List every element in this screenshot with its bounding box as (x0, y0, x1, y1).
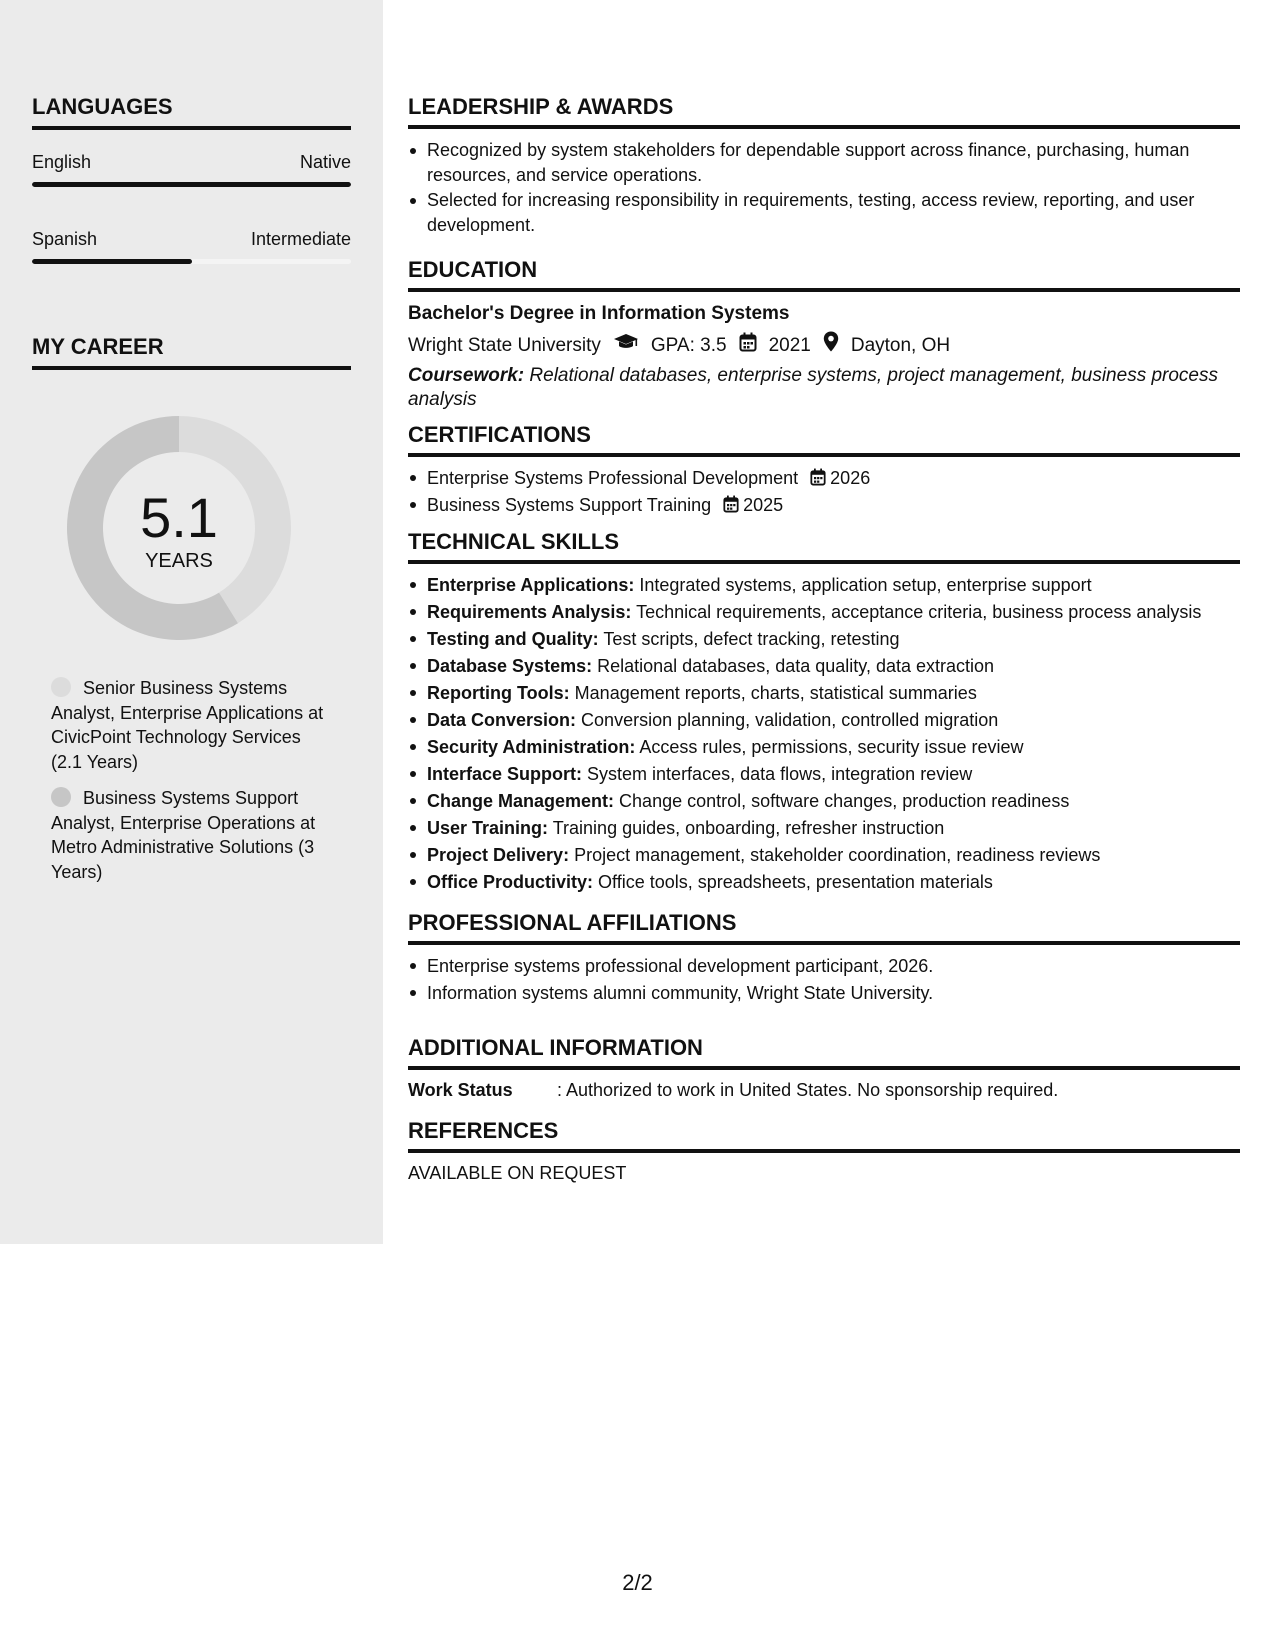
skill-value: System interfaces, data flows, integration review (587, 764, 973, 784)
certification-item (408, 492, 1240, 519)
skill-label: Database Systems: (427, 656, 593, 676)
language-row (32, 152, 351, 173)
skill-value: Access rules, permissions, security issue review (639, 737, 1024, 757)
career-legend-dot (51, 787, 71, 807)
skill-value: Integrated systems, application setup, enterprise support (639, 575, 1092, 595)
school-name: Wright State University (408, 334, 601, 356)
school-location: Dayton, OH (850, 334, 951, 356)
career-legend (51, 676, 331, 896)
language-proficiency-bar (32, 259, 351, 264)
languages-heading: LANGUAGES (32, 94, 351, 130)
career-section (32, 334, 351, 370)
leadership-heading: LEADERSHIP & AWARDS (408, 94, 1240, 129)
skill-value: Technical requirements, acceptance criteria, business process analysis (636, 602, 1202, 622)
language-level: Intermediate (250, 229, 351, 249)
leadership-section (408, 94, 1240, 238)
skill-value: Relational databases, data quality, data extraction (597, 656, 995, 676)
references-section (408, 1118, 1240, 1184)
skill-label: Enterprise Applications: (427, 575, 635, 595)
skill-value: Office tools, spreadsheets, presentation materials (598, 872, 993, 892)
map-pin-icon (823, 331, 839, 360)
page-number: 2/2 (622, 1570, 653, 1595)
calendar-icon (810, 468, 830, 488)
affiliation-item: Information systems alumni community, Wright State University. (408, 980, 1240, 1007)
references-text: AVAILABLE ON REQUEST (408, 1163, 627, 1183)
work-status-row (408, 1080, 1240, 1101)
languages-section (32, 94, 351, 264)
skill-value: Test scripts, defect tracking, retesting (603, 629, 900, 649)
affiliation-item: Enterprise systems professional development participant, 2026. (408, 953, 1240, 980)
skill-item (408, 626, 1240, 653)
certification-year: 2025 (743, 495, 784, 515)
education-section (408, 257, 1240, 412)
leadership-list (408, 138, 1240, 238)
references-heading: REFERENCES (408, 1118, 1240, 1153)
skill-label: User Training: (427, 818, 549, 838)
skill-label: Security Administration: (427, 737, 636, 757)
skill-item (408, 734, 1240, 761)
coursework (408, 364, 1240, 412)
career-total-years: 5.1 (140, 486, 218, 549)
affiliations-heading: PROFESSIONAL AFFILIATIONS (408, 910, 1240, 945)
language-name: Spanish (32, 229, 98, 249)
skill-item (408, 653, 1240, 680)
certification-name: Enterprise Systems Professional Development (427, 468, 799, 488)
career-legend-label: Senior Business Systems Analyst, Enterprise Applications at CivicPoint Technology Services (2.1 Years) (51, 678, 324, 772)
skill-item (408, 707, 1240, 734)
career-legend-dot (51, 677, 71, 697)
sidebar (0, 0, 383, 1244)
additional-heading: ADDITIONAL INFORMATION (408, 1035, 1240, 1070)
language-proficiency-bar (32, 182, 351, 187)
certifications-heading: CERTIFICATIONS (408, 422, 1240, 457)
skill-label: Data Conversion: (427, 710, 577, 730)
skills-heading: TECHNICAL SKILLS (408, 529, 1240, 564)
language-level: Native (299, 152, 351, 172)
language-spacer (32, 187, 351, 207)
skill-label: Requirements Analysis: (427, 602, 632, 622)
degree-title: Bachelor's Degree in Information Systems (408, 303, 790, 324)
skill-label: Project Delivery: (427, 845, 570, 865)
education-heading: EDUCATION (408, 257, 1240, 292)
skills-list (408, 572, 1240, 896)
career-donut-chart (66, 415, 292, 641)
skill-item (408, 842, 1240, 869)
skill-value: Change control, software changes, production readiness (619, 791, 1070, 811)
affiliations-section (408, 910, 1240, 1007)
skill-item (408, 599, 1240, 626)
certification-year: 2026 (830, 468, 871, 488)
gpa-value: GPA: 3.5 (650, 334, 727, 356)
language-proficiency-fill (32, 259, 192, 264)
coursework-text: Relational databases, enterprise systems, project management, business process analysis (408, 365, 1218, 410)
graduation-year: 2021 (768, 334, 811, 356)
skill-item (408, 869, 1240, 896)
language-name: English (32, 152, 92, 172)
skill-value: Management reports, charts, statistical summaries (574, 683, 977, 703)
calendar-icon (739, 332, 757, 360)
additional-section (408, 1035, 1240, 1101)
certifications-section (408, 422, 1240, 519)
certification-year-wrap (810, 468, 870, 488)
career-years-unit: YEARS (145, 550, 213, 572)
language-proficiency-fill (32, 182, 351, 187)
skill-item (408, 761, 1240, 788)
career-legend-label: Business Systems Support Analyst, Enterprise Operations at Metro Administrative Solutions (3 Years) (51, 788, 316, 882)
certification-year-wrap (723, 495, 783, 515)
career-heading: MY CAREER (32, 334, 351, 370)
skill-label: Interface Support: (427, 764, 583, 784)
work-status-label: Work Status (408, 1080, 513, 1100)
career-legend-item (51, 786, 331, 884)
skill-item (408, 815, 1240, 842)
skill-label: Reporting Tools: (427, 683, 570, 703)
graduation-cap-icon (613, 333, 639, 359)
work-status-value: : Authorized to work in United States. No sponsorship required. (557, 1080, 1059, 1100)
career-legend-item (51, 676, 331, 774)
skill-value: Conversion planning, validation, controlled migration (581, 710, 999, 730)
certification-name: Business Systems Support Training (427, 495, 712, 515)
calendar-icon (723, 495, 743, 515)
skill-label: Testing and Quality: (427, 629, 599, 649)
languages-list (32, 152, 351, 264)
education-meta (408, 331, 1240, 360)
language-row (32, 229, 351, 250)
skill-label: Change Management: (427, 791, 615, 811)
leadership-item: Recognized by system stakeholders for dependable support across finance, purchasing, human resources, and service operations. (408, 138, 1240, 188)
leadership-item: Selected for increasing responsibility in requirements, testing, access review, reporting, and user development. (408, 188, 1240, 238)
certifications-list (408, 465, 1240, 519)
skill-item (408, 788, 1240, 815)
certification-item (408, 465, 1240, 492)
skill-label: Office Productivity: (427, 872, 594, 892)
coursework-label: Coursework: (408, 365, 525, 386)
skill-item (408, 680, 1240, 707)
skills-section (408, 529, 1240, 896)
skill-value: Project management, stakeholder coordination, readiness reviews (574, 845, 1101, 865)
skill-value: Training guides, onboarding, refresher instruction (552, 818, 945, 838)
affiliations-list (408, 953, 1240, 1007)
skill-item (408, 572, 1240, 599)
